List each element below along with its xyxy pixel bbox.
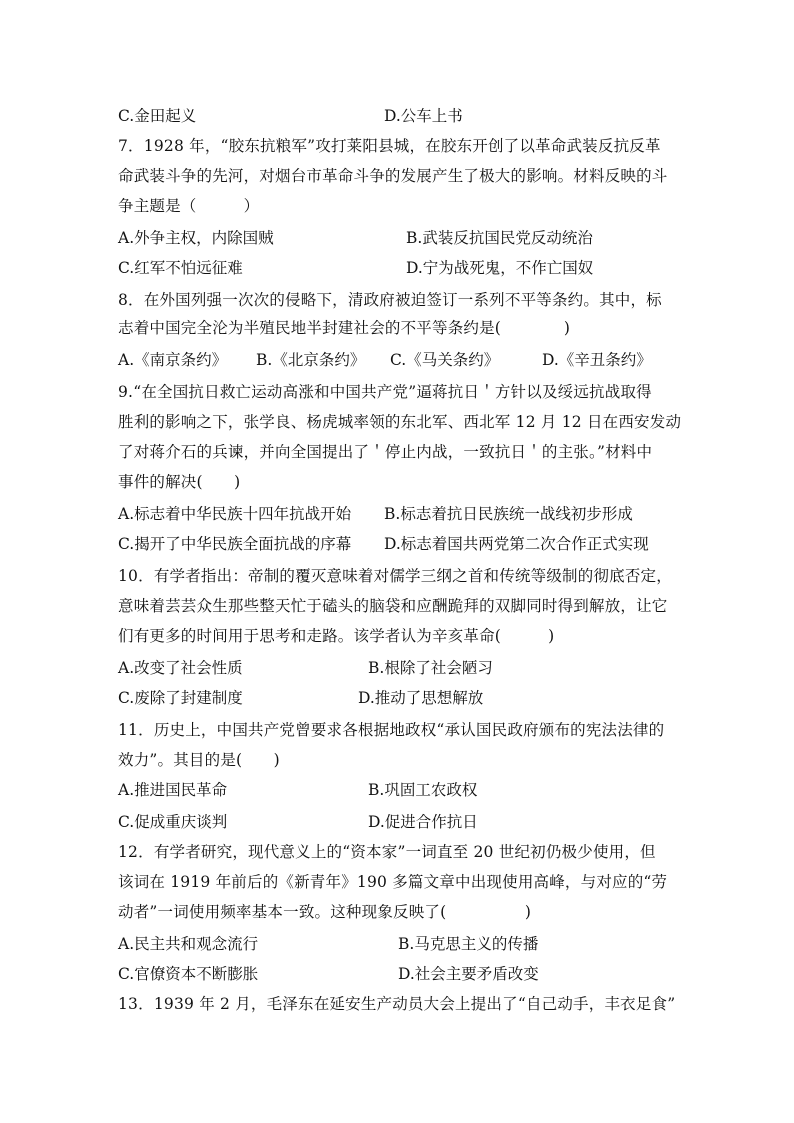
q9-option-a: A.标志着中华民族十四年抗战开始 — [118, 505, 352, 523]
q11-option-d: D.促进合作抗日 — [368, 813, 478, 831]
q8-text-line-1: 8．在外国列强一次次的侵略下，清政府被迫签订一系列不平等条约。其中，标 — [118, 291, 662, 309]
q7-option-c: C.红军不怕远征难 — [118, 259, 243, 277]
q11-option-a: A.推进国民革命 — [118, 781, 228, 799]
q6-option-c: C.金田起义 — [118, 107, 197, 125]
q11-option-b: B.巩固工农政权 — [368, 781, 478, 799]
q10-text-line-2: 意味着芸芸众生那些整天忙于磕头的脑袋和应酬跪拜的双脚同时得到解放，让它 — [118, 597, 668, 615]
q12-option-b: B.马克思主义的传播 — [398, 935, 539, 953]
q9-text-line-2: 胜利的影响之下，张学良、杨虎城率领的东北军、西北军 12 月 12 日在西安发动 — [118, 413, 682, 431]
q7-option-b: B.武装反抗国民党反动统治 — [406, 229, 593, 247]
q9-option-d: D.标志着国共两党第二次合作正式实现 — [384, 535, 649, 553]
q12-option-a: A.民主共和观念流行 — [118, 935, 259, 953]
q8-option-a: A.《南京条约》 — [118, 351, 228, 369]
q9-option-c: C.揭开了中华民族全面抗战的序幕 — [118, 535, 352, 553]
q12-option-c: C.官僚资本不断膨胀 — [118, 965, 259, 983]
q10-text-line-1: 10．有学者指出：帝制的覆灭意味着对儒学三纲之首和传统等级制的彻底否定， — [118, 567, 672, 585]
q9-text-line-1: 9.“在全国抗日救亡运动高涨和中国共产党”逼蒋抗日＇方针以及绥远抗战取得 — [118, 383, 652, 401]
q10-option-b: B.根除了社会陋习 — [368, 659, 493, 677]
q10-option-d: D.推动了思想解放 — [358, 689, 484, 707]
q10-text-line-3: 们有更多的时间用于思考和走路。该学者认为辛亥革命( ) — [118, 627, 555, 645]
q11-text-line-1: 11．历史上，中国共产党曾要求各根据地政权“承认国民政府颁布的宪法法律的 — [118, 721, 665, 739]
q9-text-line-3: 了对蒋介石的兵谏，并向全国提出了＇停止内战，一致抗日＇的主张。”材料中 — [118, 443, 653, 461]
q7-option-a: A.外争主权，内除国贼 — [118, 229, 274, 247]
q7-text-line-3: 争主题是（ ） — [118, 197, 260, 215]
q7-text-line-1: 7．1928 年，“胶东抗粮军”攻打莱阳县城，在胶东开创了以革命武装反抗反革 — [118, 137, 661, 155]
q6-option-d: D.公车上书 — [384, 107, 463, 125]
q9-option-b: B.标志着抗日民族统一战线初步形成 — [384, 505, 633, 523]
q10-option-c: C.废除了封建制度 — [118, 689, 243, 707]
q11-option-c: C.促成重庆谈判 — [118, 813, 228, 831]
q8-option-b: B.《北京条约》 — [256, 351, 366, 369]
q12-text-line-3: 动者”一词使用频率基本一致。这种现象反映了( ) — [118, 903, 532, 921]
q9-text-line-4: 事件的解决( ) — [118, 473, 241, 491]
q12-text-line-2: 该词在 1919 年前后的《新青年》190 多篇文章中出现使用高峰，与对应的“劳 — [118, 873, 668, 891]
q10-option-a: A.改变了社会性质 — [118, 659, 243, 677]
q11-text-line-2: 效力”。其目的是( ) — [118, 751, 280, 769]
q7-text-line-2: 命武装斗争的先河，对烟台市革命斗争的发展产生了极大的影响。材料反映的斗 — [118, 167, 668, 185]
q8-option-c: C.《马关条约》 — [390, 351, 500, 369]
q8-text-line-2: 志着中国完全沦为半殖民地半封建社会的不平等条约是( ) — [118, 319, 571, 337]
q13-text-line-1: 13．1939 年 2 月，毛泽东在延安生产动员大会上提出了“自己动手，丰衣足食” — [118, 995, 676, 1013]
q12-text-line-1: 12．有学者研究，现代意义上的“资本家”一词直至 20 世纪初仍极少使用，但 — [118, 843, 656, 861]
q8-option-d: D.《辛丑条约》 — [542, 351, 652, 369]
q12-option-d: D.社会主要矛盾改变 — [398, 965, 539, 983]
q7-option-d: D.宁为战死鬼，不作亡国奴 — [406, 259, 594, 277]
